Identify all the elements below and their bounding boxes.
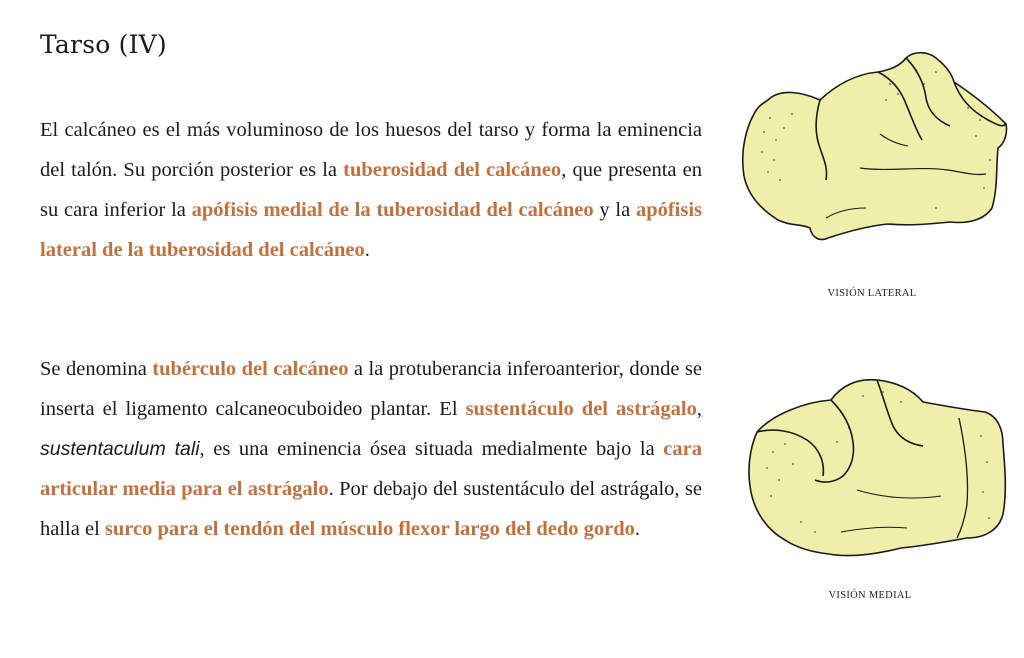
text-run: El calcáneo es el más voluminoso de los huesos del tarso y forma la eminencia del talón. Su porción posterior es la [40,119,702,181]
term-tuberculo-calcaneo: tubérculo del calcáneo [152,358,349,380]
caption-medial-view: VISIÓN MEDIAL [828,590,912,601]
text-run: , que presenta en su cara inferior la [40,159,702,221]
paragraph-calcaneus-intro [40,110,702,270]
text-run: . [364,239,370,261]
text-run: , es una eminencia ósea situada medialmente bajo la [199,438,664,460]
paragraph-calcaneus-details [40,349,702,549]
term-apofisis-medial: apófisis medial de la tuberosidad del calcáneo [191,199,594,221]
calcaneus-lateral-illustration [740,48,1010,248]
text-run: Se denomina [40,358,153,380]
text-run: . [634,518,640,540]
calcaneus-medial-illustration [745,372,1010,572]
text-run: a la protuberancia inferoanterior, donde se inserta el ligamento calcaneocuboideo plantar. El [40,358,702,420]
term-sustentaculo-astragalo: sustentáculo del astrágalo [465,398,697,420]
text-run: , [696,398,702,420]
term-tuberosidad-calcaneo: tuberosidad del calcáneo [343,159,562,181]
latin-term: sustentaculum tali [40,438,200,460]
page-title: Tarso (IV) [40,30,167,59]
term-apofisis-lateral: apófisis lateral de la tuberosidad del calcáneo [40,199,703,261]
term-cara-articular-media: cara articular media para el astrágalo [40,438,702,500]
term-surco-tendon-flexor: surco para el tendón del músculo flexor largo del dedo gordo [104,518,635,540]
caption-lateral-view: VISIÓN LATERAL [827,288,917,299]
text-run: y la [593,199,636,221]
text-run: . Por debajo del sustentáculo del astrágalo, se halla el [40,478,702,540]
